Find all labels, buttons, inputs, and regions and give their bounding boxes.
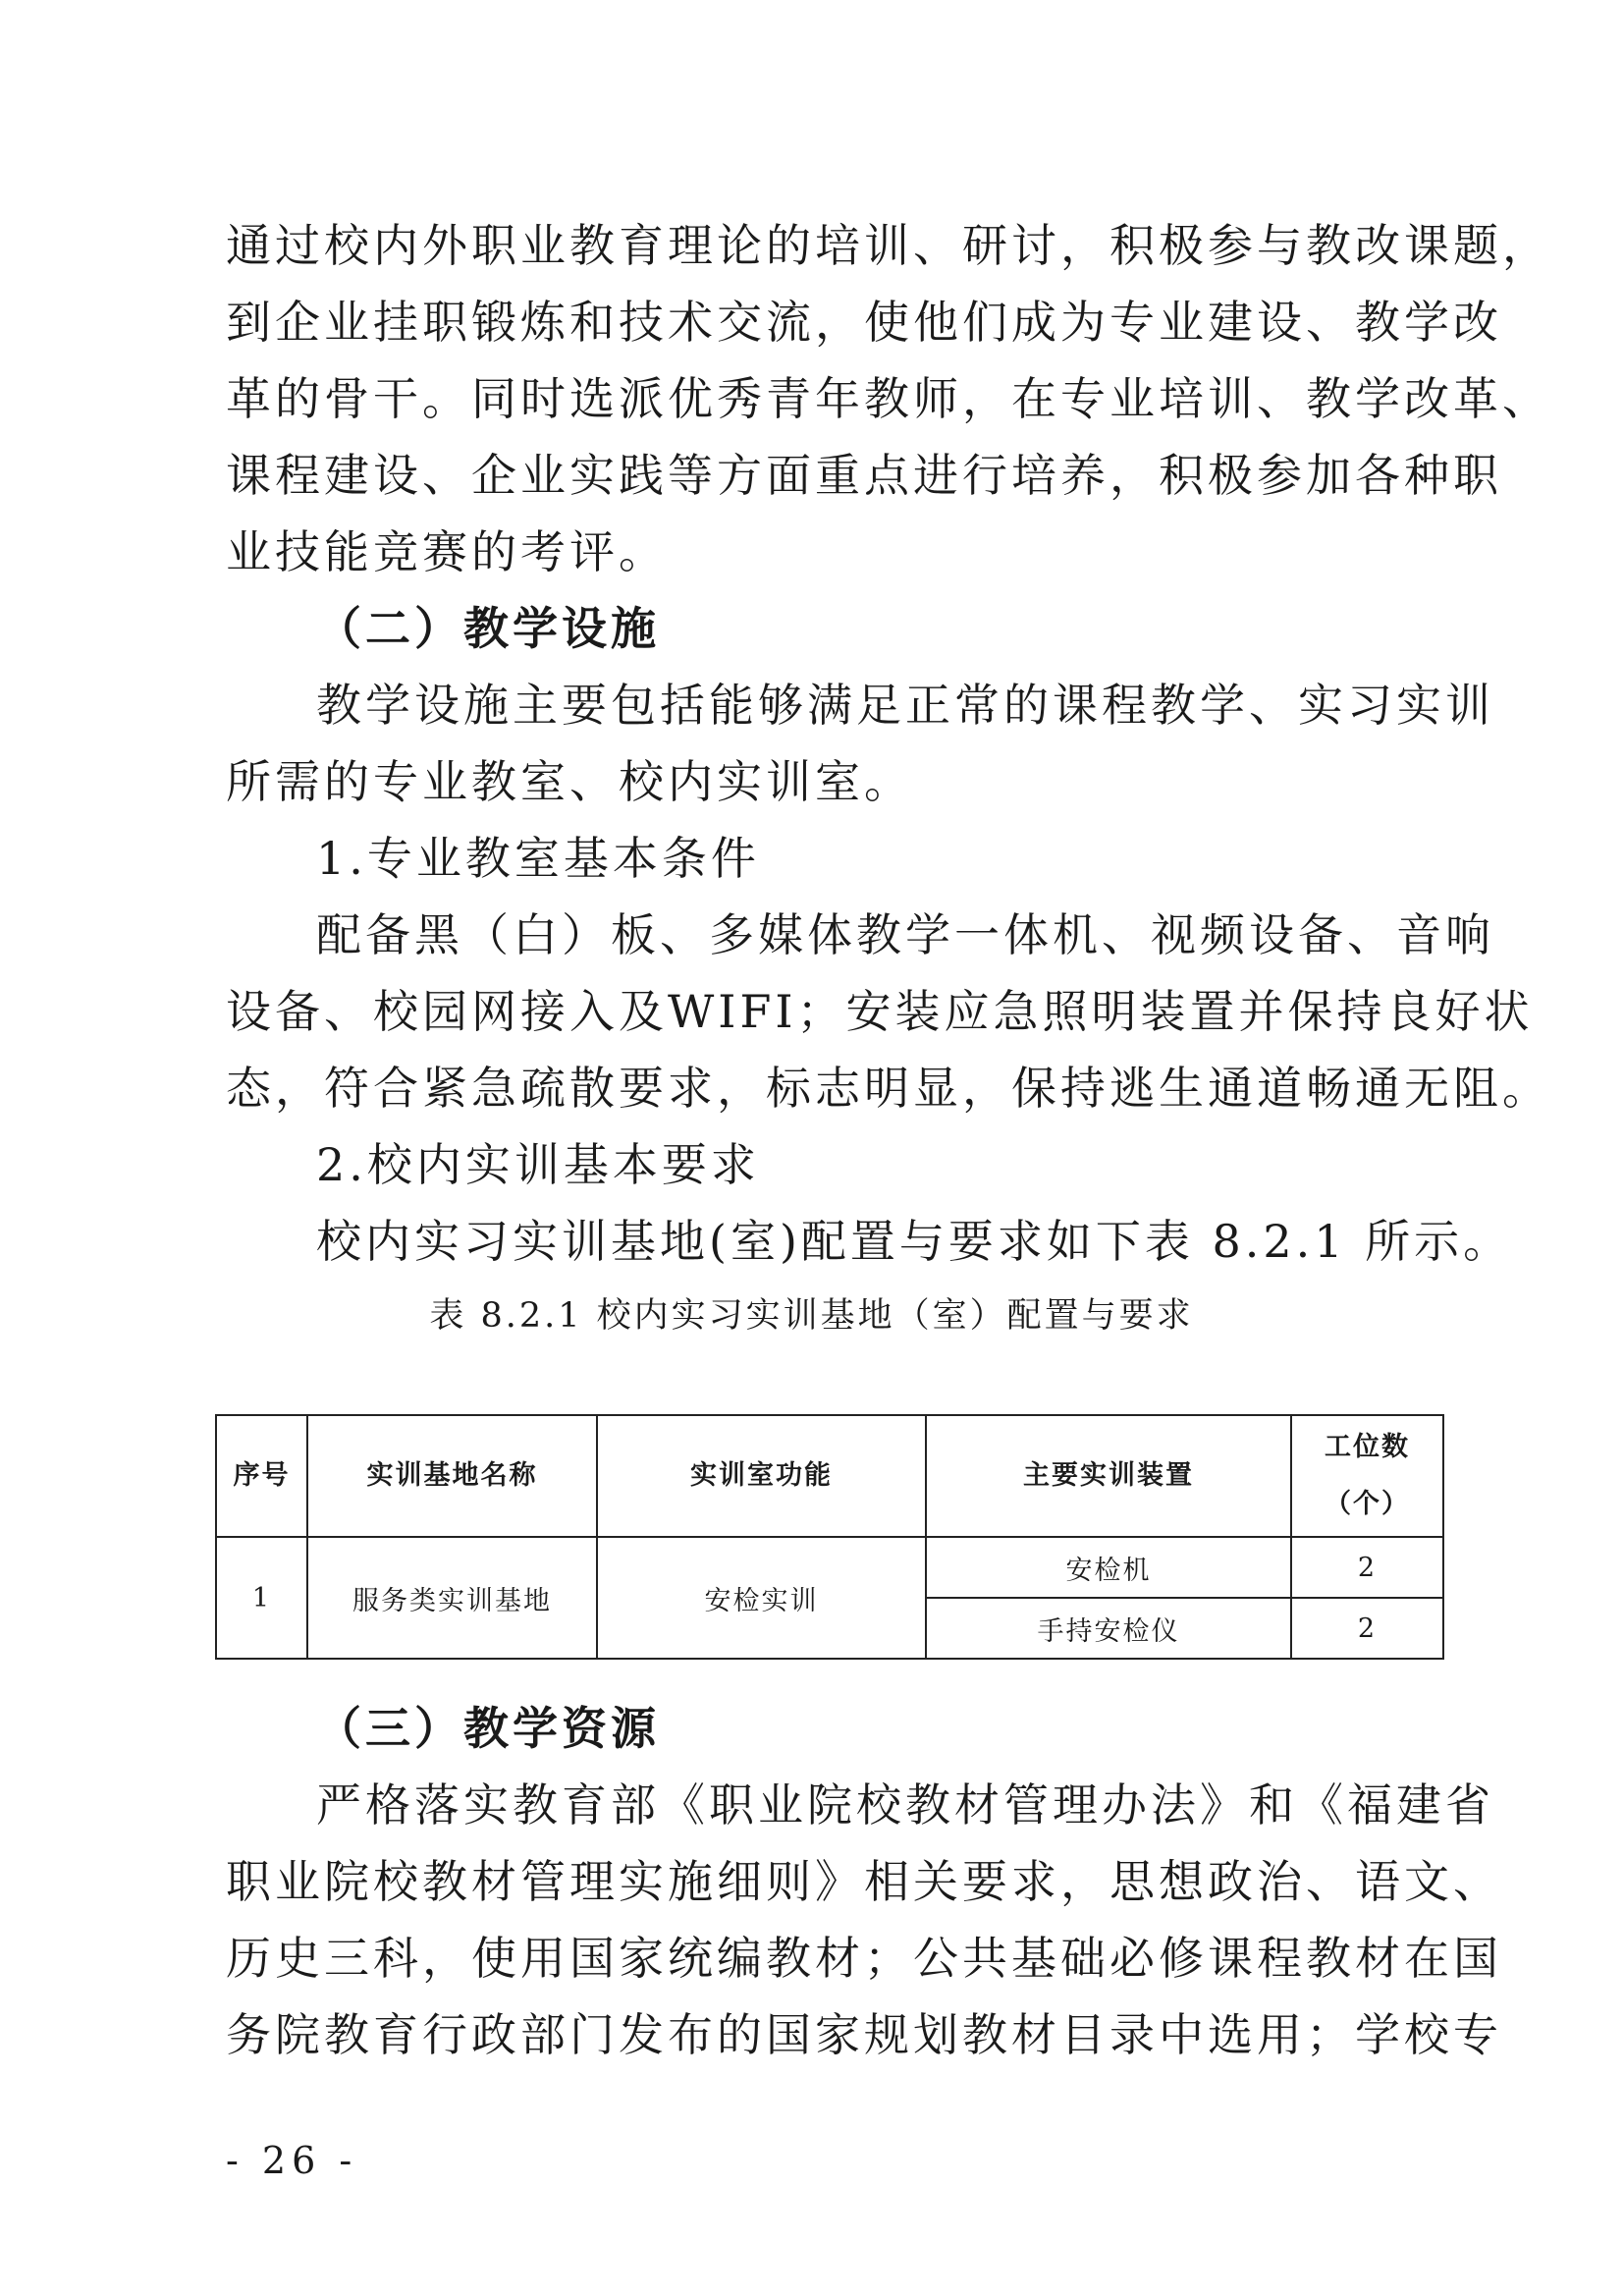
header-seq: 序号: [216, 1415, 307, 1537]
table-caption: 表 8.2.1 校内实习实训基地（室）配置与要求: [429, 1296, 1194, 1336]
paragraph-line: 所需的专业教室、校内实训室。: [226, 755, 913, 808]
header-base-name: 实训基地名称: [307, 1415, 597, 1537]
header-stations-unit: （个）: [1325, 1489, 1410, 1519]
page-number: - 26 -: [226, 2139, 358, 2182]
paragraph-line: 校内实习实训基地(室)配置与要求如下表 8.2.1 所示。: [316, 1215, 1513, 1268]
table-row: [216, 1537, 1443, 1598]
table-header-row: [216, 1415, 1443, 1537]
cell-function: 安检实训: [597, 1537, 926, 1659]
paragraph-line: 通过校内外职业教育理论的培训、研讨，积极参与教改课题，: [226, 219, 1551, 272]
header-stations: [1291, 1415, 1443, 1537]
section-heading-resources: （三）教学资源: [316, 1702, 660, 1755]
cell-base-name: 服务类实训基地: [307, 1537, 597, 1659]
paragraph-line: 态，符合紧急疏散要求，标志明显，保持逃生通道畅通无阻。: [226, 1062, 1551, 1115]
paragraph-line: 课程建设、企业实践等方面重点进行培养，积极参加各种职: [226, 449, 1502, 502]
paragraph-line: 设备、校园网接入及WIFI；安装应急照明装置并保持良好状: [226, 985, 1534, 1038]
paragraph-line: 历史三科，使用国家统编教材；公共基础必修课程教材在国: [226, 1932, 1502, 1985]
training-base-table: [215, 1414, 1444, 1660]
paragraph-line: 业技能竞赛的考评。: [226, 525, 668, 578]
subsection-title-training: 2.校内实训基本要求: [316, 1138, 760, 1191]
cell-seq: 1: [216, 1537, 307, 1659]
paragraph-line: 职业院校教材管理实施细则》相关要求，思想政治、语文、: [226, 1855, 1502, 1908]
paragraph-line: 务院教育行政部门发布的国家规划教材目录中选用；学校专: [226, 2008, 1502, 2061]
cell-stations: 2: [1291, 1537, 1443, 1598]
paragraph-line: 配备黑（白）板、多媒体教学一体机、视频设备、音响: [316, 908, 1494, 961]
header-equipment: 主要实训装置: [926, 1415, 1291, 1537]
paragraph-line: 革的骨干。同时选派优秀青年教师，在专业培训、教学改革、: [226, 372, 1551, 425]
paragraph-line: 严格落实教育部《职业院校教材管理办法》和《福建省: [316, 1778, 1494, 1831]
header-stations-label: 工位数: [1325, 1432, 1410, 1462]
header-function: 实训室功能: [597, 1415, 926, 1537]
section-heading-facilities: （二）教学设施: [316, 602, 660, 655]
cell-equipment: 安检机: [926, 1537, 1291, 1598]
paragraph-line: 教学设施主要包括能够满足正常的课程教学、实习实训: [316, 679, 1494, 732]
subsection-title-classroom: 1.专业教室基本条件: [316, 832, 760, 885]
cell-stations: 2: [1291, 1598, 1443, 1659]
paragraph-line: 到企业挂职锻炼和技术交流，使他们成为专业建设、教学改: [226, 296, 1502, 349]
cell-equipment: 手持安检仪: [926, 1598, 1291, 1659]
